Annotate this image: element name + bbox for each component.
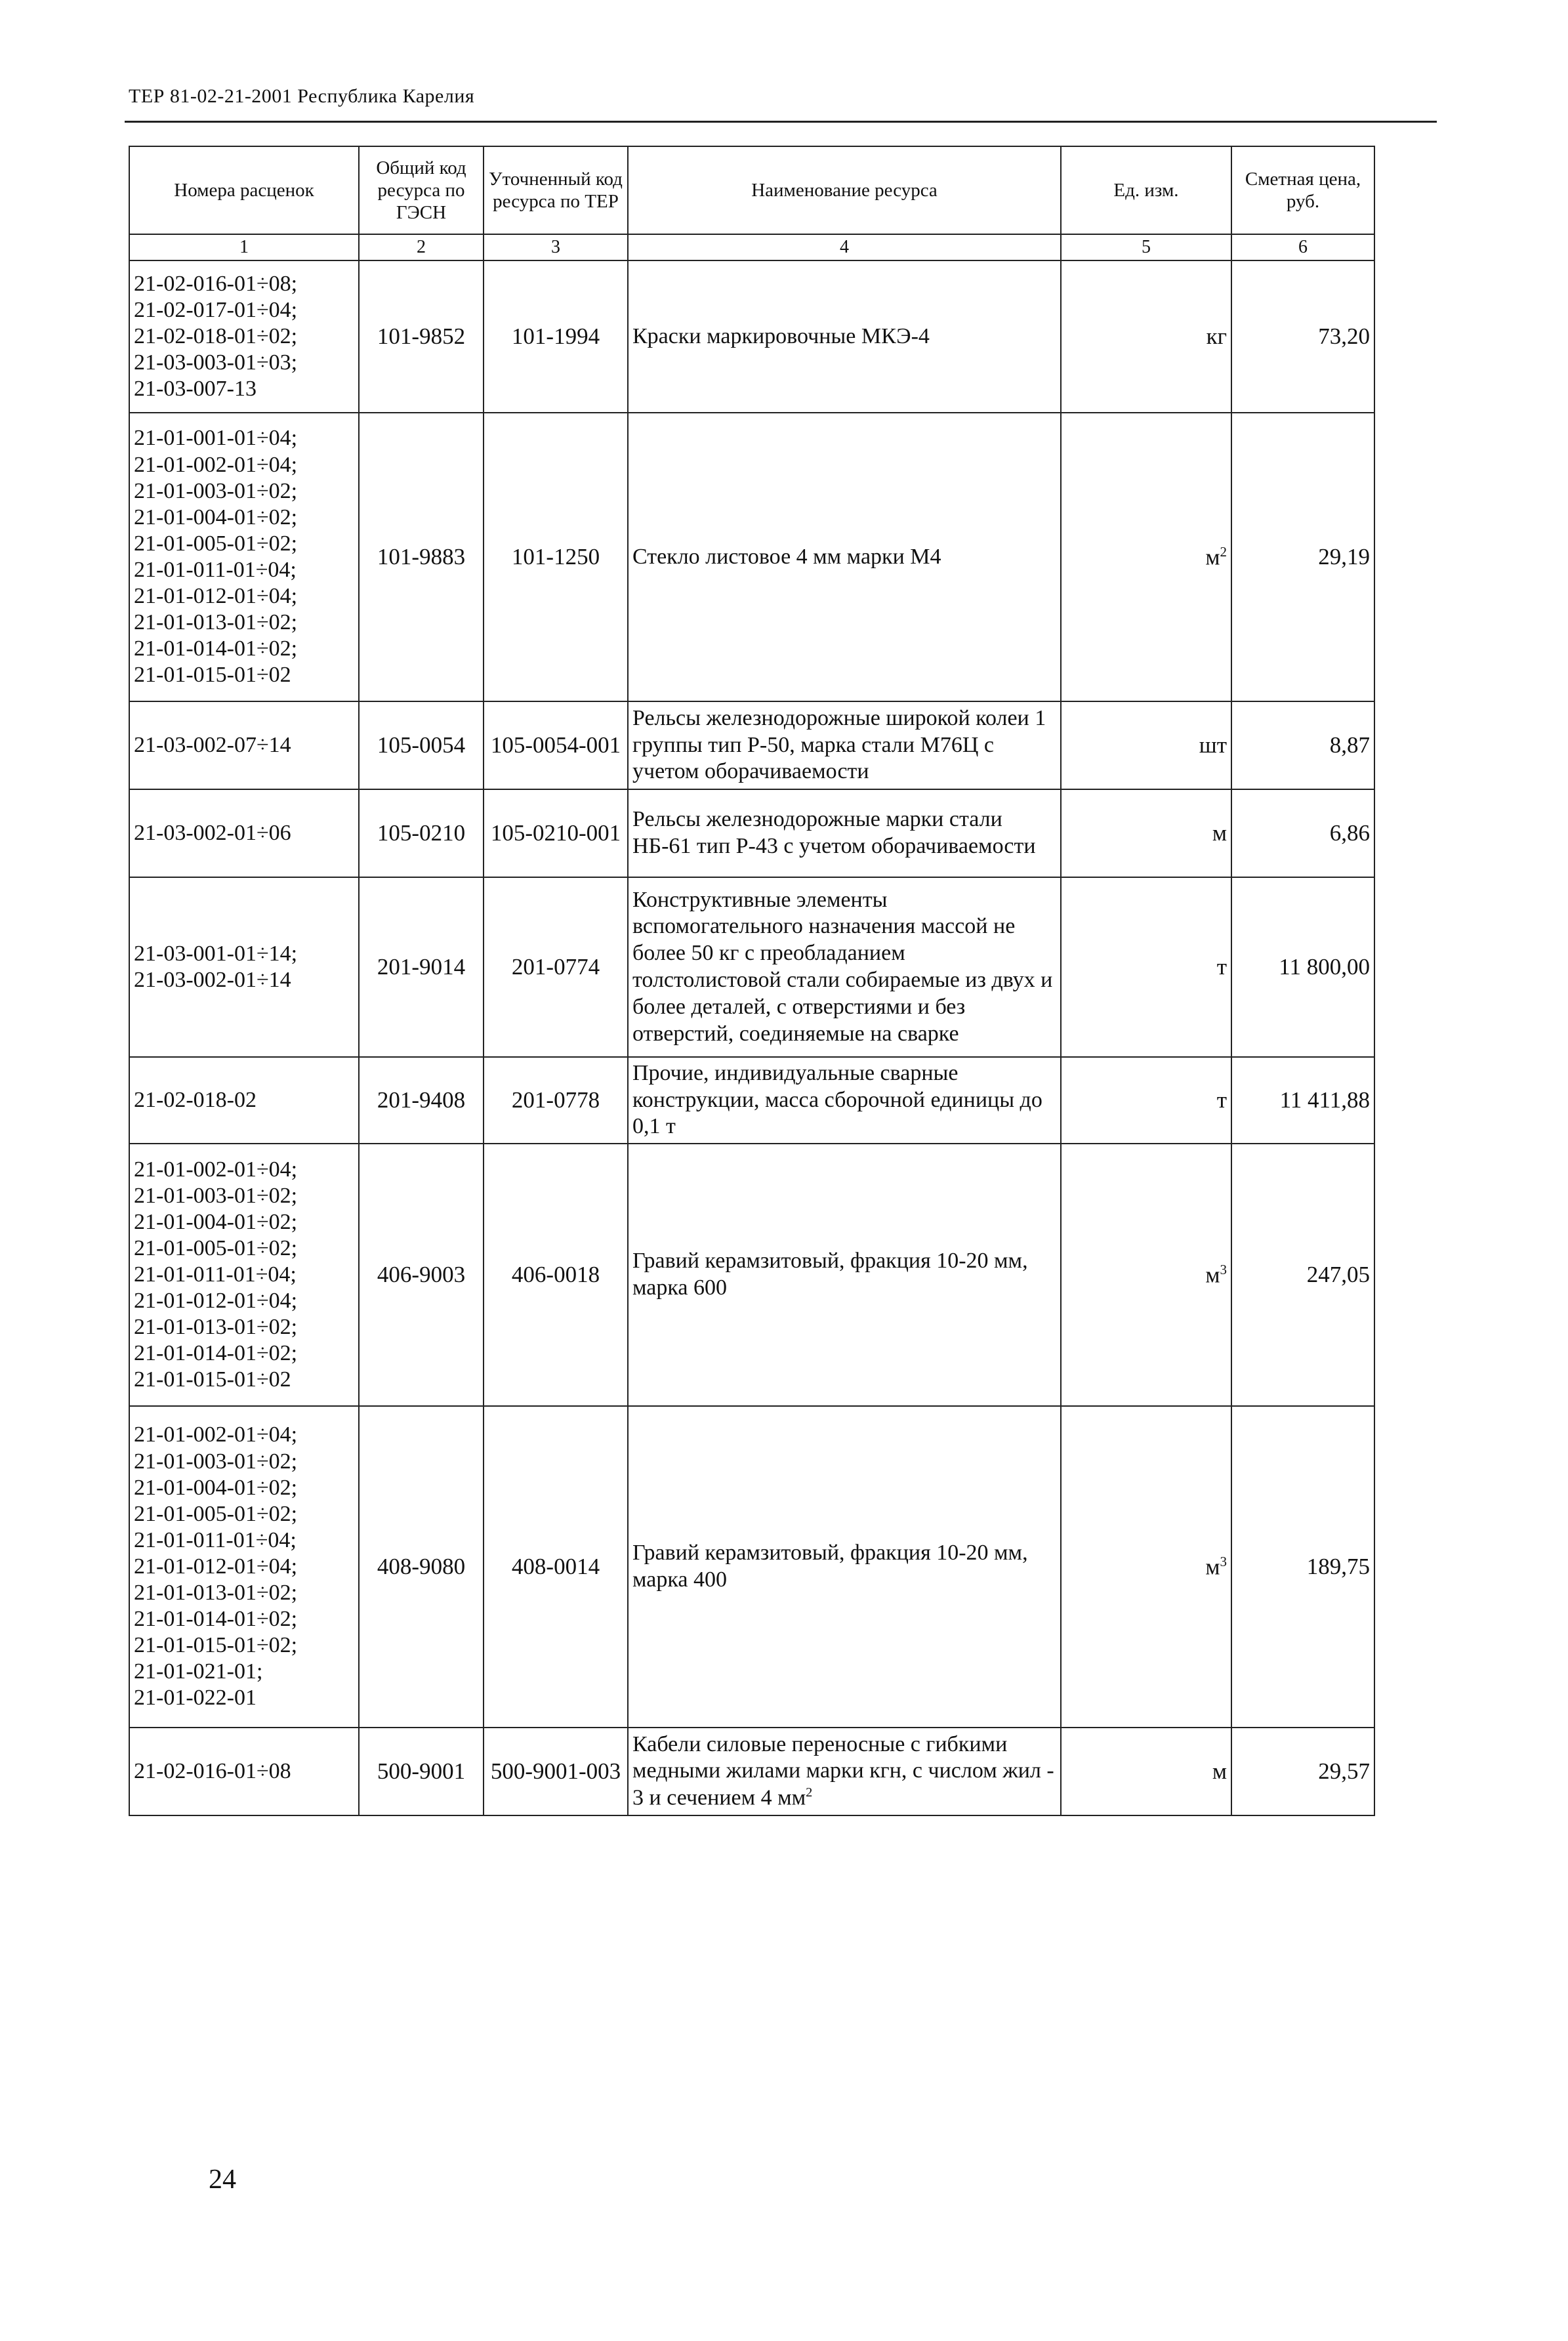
ter-code-cell: 500-9001-003 bbox=[484, 1728, 628, 1815]
resource-name-cell bbox=[628, 701, 1061, 789]
rate-number: 21-01-011-01÷04; bbox=[134, 1527, 297, 1552]
rate-number: 21-01-003-01÷02; bbox=[134, 1449, 298, 1474]
resource-name-cell bbox=[628, 413, 1061, 701]
ter-code-cell: 201-0778 bbox=[484, 1057, 628, 1144]
price-cell: 8,87 bbox=[1231, 701, 1374, 789]
ter-code-cell: 101-1250 bbox=[484, 413, 628, 701]
rate-number: 21-01-004-01÷02; bbox=[134, 505, 298, 529]
table-row bbox=[129, 1728, 1374, 1815]
rate-number: 21-01-012-01÷04; bbox=[134, 1554, 298, 1579]
rate-number: 21-01-011-01÷04; bbox=[134, 558, 297, 582]
rate-numbers-cell bbox=[129, 1057, 359, 1144]
resource-name-cell bbox=[628, 1057, 1061, 1144]
gesn-code-cell: 105-0054 bbox=[359, 701, 484, 789]
rate-number: 21-01-005-01÷02; bbox=[134, 1235, 298, 1260]
resource-name-cell bbox=[628, 789, 1061, 877]
rate-number: 21-01-003-01÷02; bbox=[134, 1183, 298, 1208]
rate-number: 21-01-014-01÷02; bbox=[134, 1341, 298, 1366]
gesn-code-cell: 101-9883 bbox=[359, 413, 484, 701]
unit: м bbox=[1212, 820, 1227, 846]
resource-name: Гравий керамзитовый, фракция 10-20 мм, марка 600 bbox=[632, 1249, 1028, 1300]
unit-cell bbox=[1061, 260, 1231, 413]
header-divider bbox=[125, 121, 1437, 123]
column-header-rate-numbers: Номера расценок bbox=[129, 146, 359, 234]
price-cell: 11 800,00 bbox=[1231, 877, 1374, 1057]
resource-name: Кабели силовые переносные с гибкими медными жилами марки кгн, с числом жил - 3 и сечением 4 мм bbox=[632, 1731, 1054, 1810]
rate-number: 21-01-012-01÷04; bbox=[134, 1289, 298, 1314]
resource-name-cell bbox=[628, 1406, 1061, 1728]
rate-number: 21-01-002-01÷04; bbox=[134, 1157, 298, 1182]
column-number: 2 bbox=[359, 234, 484, 260]
resource-name: Рельсы железнодорожные марки стали НБ-61 тип Р-43 с учетом оборачиваемости bbox=[632, 807, 1036, 858]
resource-name: Конструктивные элементы вспомогательного назначения массой не более 50 кг с преобладанием толстолистовой стали собираемые из двух и более деталей, с отверстиями и без отверстий, соединяемые на сварке bbox=[632, 887, 1053, 1046]
rate-numbers-cell bbox=[129, 701, 359, 789]
table-row bbox=[129, 877, 1374, 1057]
rate-number: 21-01-022-01 bbox=[134, 1686, 257, 1710]
gesn-code-cell: 201-9408 bbox=[359, 1057, 484, 1144]
unit-superscript: 3 bbox=[1220, 1553, 1227, 1569]
price-cell: 247,05 bbox=[1231, 1144, 1374, 1406]
rate-number: 21-01-012-01÷04; bbox=[134, 584, 298, 609]
table-row bbox=[129, 701, 1374, 789]
rate-number: 21-03-002-01÷14 bbox=[134, 968, 291, 992]
column-number: 1 bbox=[129, 234, 359, 260]
document-header: ТЕР 81-02-21-2001 Республика Карелия bbox=[129, 85, 475, 107]
column-header-price: Сметная цена, руб. bbox=[1231, 146, 1374, 234]
rate-number: 21-03-003-01÷03; bbox=[134, 350, 298, 375]
rate-number: 21-01-015-01÷02; bbox=[134, 1633, 298, 1658]
price-cell: 29,19 bbox=[1231, 413, 1374, 701]
rate-number: 21-01-004-01÷02; bbox=[134, 1209, 298, 1234]
rate-number: 21-02-018-02 bbox=[134, 1087, 257, 1112]
resource-name-cell bbox=[628, 260, 1061, 413]
page-number: 24 bbox=[209, 2165, 236, 2195]
column-number: 4 bbox=[628, 234, 1061, 260]
unit-cell bbox=[1061, 1057, 1231, 1144]
ter-code-cell: 406-0018 bbox=[484, 1144, 628, 1406]
unit-superscript: 2 bbox=[1220, 543, 1227, 560]
table-row bbox=[129, 1057, 1374, 1144]
resource-price-table bbox=[129, 146, 1375, 1816]
gesn-code-cell: 201-9014 bbox=[359, 877, 484, 1057]
gesn-code-cell: 500-9001 bbox=[359, 1728, 484, 1815]
rate-number: 21-03-007-13 bbox=[134, 377, 257, 402]
rate-number: 21-01-003-01÷02; bbox=[134, 478, 298, 503]
unit: кг bbox=[1206, 323, 1227, 349]
rate-number: 21-02-016-01÷08; bbox=[134, 271, 298, 296]
resource-name-cell bbox=[628, 877, 1061, 1057]
table-header-row bbox=[129, 146, 1374, 234]
price-cell: 73,20 bbox=[1231, 260, 1374, 413]
ter-code-cell: 101-1994 bbox=[484, 260, 628, 413]
rate-numbers-cell bbox=[129, 1728, 359, 1815]
rate-number: 21-01-015-01÷02 bbox=[134, 663, 291, 688]
rate-number: 21-01-005-01÷02; bbox=[134, 531, 298, 556]
unit-cell bbox=[1061, 789, 1231, 877]
column-header-gesn-code: Общий код ресурса по ГЭСН bbox=[359, 146, 484, 234]
rate-number: 21-01-014-01÷02; bbox=[134, 636, 298, 661]
column-number: 3 bbox=[484, 234, 628, 260]
unit: м bbox=[1212, 1758, 1227, 1784]
resource-name: Стекло листовое 4 мм марки М4 bbox=[632, 544, 941, 569]
unit-cell bbox=[1061, 1728, 1231, 1815]
unit-cell bbox=[1061, 701, 1231, 789]
rate-number: 21-03-002-07÷14 bbox=[134, 732, 291, 757]
gesn-code-cell: 101-9852 bbox=[359, 260, 484, 413]
unit-superscript: 3 bbox=[1220, 1261, 1227, 1277]
resource-name-superscript: 2 bbox=[806, 1785, 813, 1800]
rate-number: 21-01-013-01÷02; bbox=[134, 610, 298, 635]
rate-number: 21-02-016-01÷08 bbox=[134, 1758, 291, 1783]
price-cell: 29,57 bbox=[1231, 1728, 1374, 1815]
rate-number: 21-03-002-01÷06 bbox=[134, 820, 291, 845]
table-row bbox=[129, 789, 1374, 877]
column-number-row bbox=[129, 234, 1374, 260]
ter-code-cell: 201-0774 bbox=[484, 877, 628, 1057]
price-cell: 6,86 bbox=[1231, 789, 1374, 877]
table-row bbox=[129, 413, 1374, 701]
unit-cell bbox=[1061, 1406, 1231, 1728]
unit: т bbox=[1216, 1087, 1227, 1113]
column-header-resource-name: Наименование ресурса bbox=[628, 146, 1061, 234]
ter-code-cell: 105-0054-001 bbox=[484, 701, 628, 789]
table-row bbox=[129, 260, 1374, 413]
rate-number: 21-02-018-01÷02; bbox=[134, 323, 298, 348]
rate-number: 21-03-001-01÷14; bbox=[134, 941, 298, 966]
rate-numbers-cell bbox=[129, 413, 359, 701]
table-row bbox=[129, 1144, 1374, 1406]
gesn-code-cell: 406-9003 bbox=[359, 1144, 484, 1406]
rate-number: 21-01-013-01÷02; bbox=[134, 1581, 298, 1606]
table-body bbox=[129, 260, 1374, 1815]
gesn-code-cell: 408-9080 bbox=[359, 1406, 484, 1728]
rate-numbers-cell bbox=[129, 260, 359, 413]
unit: м bbox=[1205, 1554, 1220, 1580]
ter-code-cell: 408-0014 bbox=[484, 1406, 628, 1728]
unit-cell bbox=[1061, 413, 1231, 701]
column-number: 5 bbox=[1061, 234, 1231, 260]
unit: шт bbox=[1199, 732, 1227, 758]
rate-number: 21-01-002-01÷04; bbox=[134, 452, 298, 477]
resource-name: Рельсы железнодорожные широкой колеи 1 группы тип Р-50, марка стали М76Ц с учетом оборачиваемости bbox=[632, 705, 1046, 784]
resource-name-cell bbox=[628, 1728, 1061, 1815]
price-cell: 189,75 bbox=[1231, 1406, 1374, 1728]
unit: м bbox=[1205, 1262, 1220, 1288]
unit: м bbox=[1205, 544, 1220, 570]
price-cell: 11 411,88 bbox=[1231, 1057, 1374, 1144]
rate-numbers-cell bbox=[129, 1406, 359, 1728]
rate-number: 21-01-021-01; bbox=[134, 1659, 263, 1684]
rate-number: 21-01-001-01÷04; bbox=[134, 426, 298, 451]
rate-number: 21-01-013-01÷02; bbox=[134, 1315, 298, 1340]
rate-number: 21-01-002-01÷04; bbox=[134, 1422, 298, 1447]
rate-number: 21-02-017-01÷04; bbox=[134, 297, 298, 322]
unit-cell bbox=[1061, 877, 1231, 1057]
ter-code-cell: 105-0210-001 bbox=[484, 789, 628, 877]
column-header-unit: Ед. изм. bbox=[1061, 146, 1231, 234]
resource-name: Краски маркировочные МКЭ-4 bbox=[632, 323, 930, 348]
column-number: 6 bbox=[1231, 234, 1374, 260]
unit: т bbox=[1216, 954, 1227, 980]
resource-name: Гравий керамзитовый, фракция 10-20 мм, марка 400 bbox=[632, 1541, 1028, 1592]
column-header-ter-code: Уточненный код ресурса по ТЕР bbox=[484, 146, 628, 234]
resource-name-cell bbox=[628, 1144, 1061, 1406]
rate-number: 21-01-015-01÷02 bbox=[134, 1367, 291, 1392]
gesn-code-cell: 105-0210 bbox=[359, 789, 484, 877]
rate-number: 21-01-014-01÷02; bbox=[134, 1607, 298, 1632]
rate-numbers-cell bbox=[129, 877, 359, 1057]
resource-name: Прочие, индивидуальные сварные конструкции, масса сборочной единицы до 0,1 т bbox=[632, 1060, 1042, 1139]
table-row bbox=[129, 1406, 1374, 1728]
rate-number: 21-01-005-01÷02; bbox=[134, 1501, 298, 1526]
rate-numbers-cell bbox=[129, 789, 359, 877]
unit-cell bbox=[1061, 1144, 1231, 1406]
rate-numbers-cell bbox=[129, 1144, 359, 1406]
rate-number: 21-01-011-01÷04; bbox=[134, 1262, 297, 1287]
rate-number: 21-01-004-01÷02; bbox=[134, 1475, 298, 1500]
